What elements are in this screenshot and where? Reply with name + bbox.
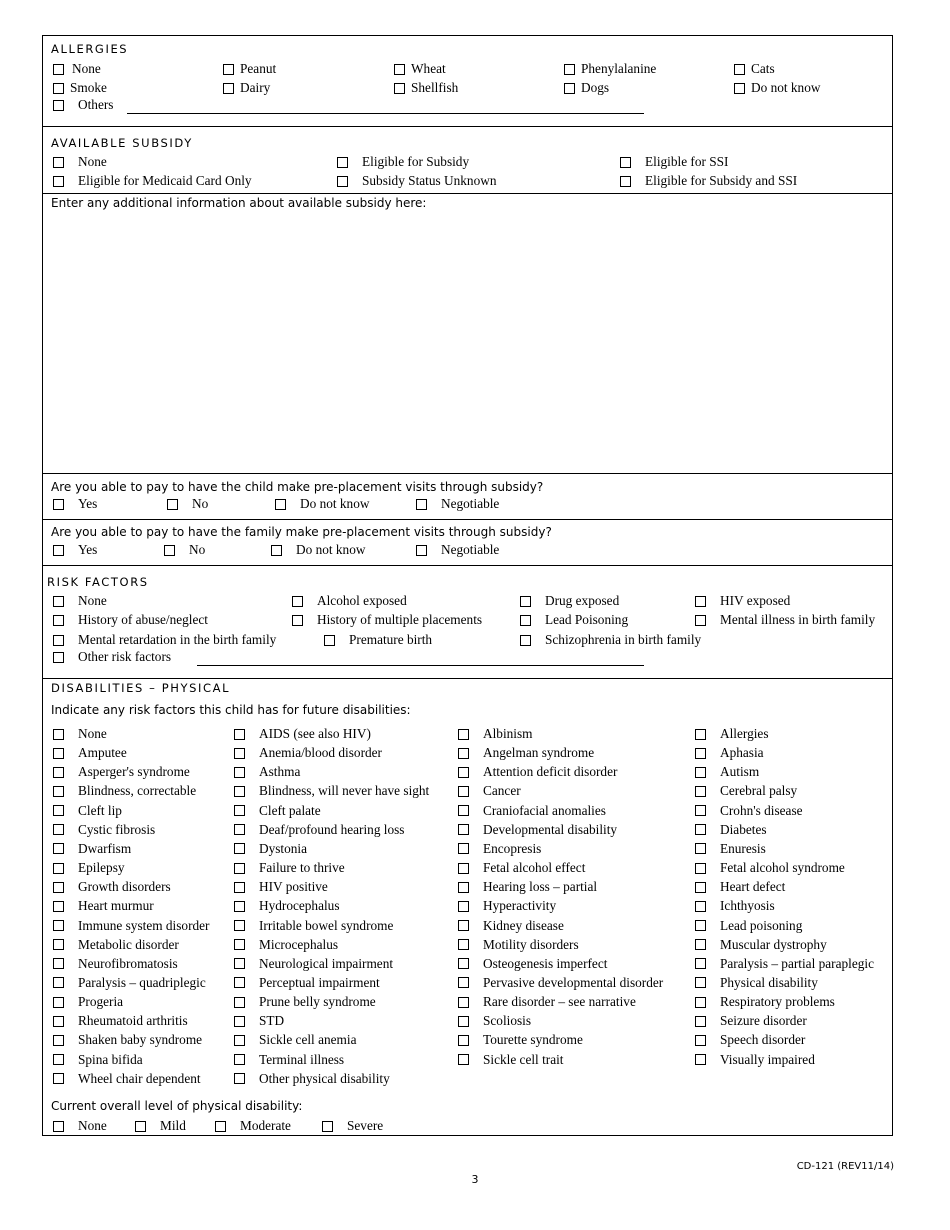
form-code: CD-121 (REV11/14) <box>796 1161 894 1172</box>
disability-label: Respiratory problems <box>720 994 835 1010</box>
disability-label: Perceptual impairment <box>259 974 380 990</box>
checkbox-box[interactable] <box>458 901 469 912</box>
disability-checkbox[interactable] <box>53 956 178 972</box>
disability-checkbox[interactable] <box>695 937 827 953</box>
disability-label: Seizure disorder <box>720 1013 807 1029</box>
checkbox-box[interactable] <box>695 997 706 1008</box>
disability-checkbox[interactable] <box>53 726 107 742</box>
disability-label: Cleft palate <box>259 802 321 818</box>
checkbox-box[interactable] <box>458 920 469 931</box>
subsidy-notes-label: Enter any additional information about available subsidy here: <box>51 196 427 210</box>
disability-label: Hearing loss – partial <box>483 879 598 895</box>
child-visits-no-checkbox[interactable]: No <box>167 496 208 512</box>
disability-checkbox[interactable] <box>234 1013 284 1029</box>
disability-label: Sickle cell trait <box>483 1051 564 1067</box>
allergy-wheat-checkbox[interactable]: Wheat <box>394 61 446 77</box>
risk-premature-checkbox[interactable]: Premature birth <box>324 632 432 648</box>
disability-checkbox[interactable] <box>458 841 541 857</box>
checkbox-box[interactable] <box>234 863 245 874</box>
risk-hiv-checkbox[interactable]: HIV exposed <box>695 593 790 609</box>
disability-checkbox[interactable] <box>53 898 154 914</box>
checkbox-box[interactable] <box>458 1035 469 1046</box>
disability-checkbox[interactable] <box>53 860 125 876</box>
disability-checkbox[interactable] <box>458 975 663 991</box>
disability-label: Anemia/blood disorder <box>259 745 382 761</box>
allergy-dairy-checkbox[interactable]: Dairy <box>223 80 270 96</box>
allergy-dogs-checkbox[interactable]: Dogs <box>564 80 609 96</box>
risk-mental-retardation-checkbox[interactable]: Mental retardation in the birth family <box>53 632 276 648</box>
checkbox-box[interactable] <box>458 748 469 759</box>
checkbox-box[interactable] <box>458 843 469 854</box>
checkbox-box[interactable] <box>234 805 245 816</box>
disability-label: Fetal alcohol syndrome <box>720 860 845 876</box>
disability-checkbox[interactable] <box>695 994 835 1010</box>
disability-label: Blindness, correctable <box>78 783 197 799</box>
disability-label: Asperger's syndrome <box>78 764 190 780</box>
disability-label: Rheumatoid arthritis <box>78 1013 188 1029</box>
disability-checkbox[interactable] <box>458 783 521 799</box>
disability-checkbox[interactable] <box>695 783 797 799</box>
checkbox-box[interactable] <box>695 958 706 969</box>
checkbox-box[interactable] <box>53 729 64 740</box>
disability-checkbox[interactable] <box>695 745 764 761</box>
checkbox-box[interactable] <box>695 843 706 854</box>
risk-abuse-checkbox[interactable]: History of abuse/neglect <box>53 612 208 628</box>
disability-checkbox[interactable] <box>234 745 382 761</box>
checkbox-box[interactable] <box>695 1054 706 1065</box>
disability-checkbox[interactable] <box>234 956 393 972</box>
child-visits-section <box>43 474 892 520</box>
disabilities-heading: DISABILITIES – PHYSICAL <box>51 681 231 695</box>
checkbox-box[interactable] <box>458 1016 469 1027</box>
disability-label: Neurofibromatosis <box>78 955 178 971</box>
family-visits-do-not-know-checkbox[interactable]: Do not know <box>271 542 365 558</box>
disability-checkbox[interactable] <box>53 1032 202 1048</box>
disability-checkbox[interactable] <box>53 1071 201 1087</box>
child-visits-do-not-know-checkbox[interactable]: Do not know <box>275 496 369 512</box>
checkbox-box[interactable] <box>458 977 469 988</box>
risk-other-line[interactable] <box>197 665 644 666</box>
disability-label: HIV positive <box>259 879 328 895</box>
disability-checkbox[interactable] <box>234 975 380 991</box>
checkbox-box[interactable] <box>234 901 245 912</box>
disability-checkbox[interactable] <box>53 841 131 857</box>
allergy-smoke-checkbox[interactable]: Smoke <box>53 80 107 96</box>
checkbox-box[interactable] <box>695 824 706 835</box>
subsidy-none-checkbox[interactable]: None <box>53 154 107 170</box>
risk-lead-checkbox[interactable]: Lead Poisoning <box>520 612 628 628</box>
disability-level-prompt: Current overall level of physical disability: <box>51 1099 303 1113</box>
checkbox-box[interactable] <box>234 939 245 950</box>
checkbox-box[interactable] <box>234 1016 245 1027</box>
checkbox-box[interactable] <box>695 977 706 988</box>
checkbox-box[interactable] <box>53 939 64 950</box>
checkbox-box[interactable] <box>458 824 469 835</box>
page-number: 3 <box>471 1173 479 1186</box>
disability-label: Encopresis <box>483 840 542 856</box>
checkbox-box[interactable] <box>695 863 706 874</box>
disability-checkbox[interactable] <box>234 879 328 895</box>
disability-label: Cancer <box>483 783 521 799</box>
disability-label: Physical disability <box>720 974 818 990</box>
disability-checkbox[interactable] <box>234 783 429 799</box>
disability-checkbox[interactable] <box>695 1052 815 1068</box>
allergy-cats-checkbox[interactable]: Cats <box>734 61 775 77</box>
disability-checkbox[interactable] <box>458 764 617 780</box>
family-visits-question: Are you able to pay to have the family make pre-placement visits through subsidy? <box>51 525 552 539</box>
checkbox-box[interactable] <box>458 939 469 950</box>
allergy-none-checkbox[interactable]: None <box>53 61 101 77</box>
risk-schizophrenia-checkbox[interactable]: Schizophrenia in birth family <box>520 632 701 648</box>
checkbox-box[interactable] <box>695 882 706 893</box>
checkbox-box[interactable] <box>234 729 245 740</box>
disability-label: Motility disorders <box>483 936 579 952</box>
disability-checkbox[interactable] <box>234 1032 356 1048</box>
risk-alcohol-checkbox[interactable]: Alcohol exposed <box>292 593 407 609</box>
checkbox-box[interactable] <box>458 786 469 797</box>
checkbox-box[interactable] <box>695 748 706 759</box>
checkbox-box[interactable] <box>53 786 64 797</box>
disability-checkbox[interactable] <box>53 994 123 1010</box>
allergy-peanut-checkbox[interactable]: Peanut <box>223 61 276 77</box>
disability-label: Crohn's disease <box>720 802 803 818</box>
disability-checkbox[interactable] <box>458 803 606 819</box>
disability-label: Rare disorder – see narrative <box>483 994 636 1010</box>
disability-checkbox[interactable] <box>695 898 775 914</box>
disability-label: Hyperactivity <box>483 898 557 914</box>
allergies-heading: ALLERGIES <box>51 42 129 56</box>
disability-label: Epilepsy <box>78 860 125 876</box>
checkbox-box[interactable] <box>695 939 706 950</box>
disability-checkbox[interactable] <box>458 956 607 972</box>
checkbox-box[interactable] <box>53 1016 64 1027</box>
disability-checkbox[interactable] <box>458 822 617 838</box>
disability-checkbox[interactable] <box>695 822 767 838</box>
disability-checkbox[interactable] <box>458 860 585 876</box>
disability-label: Microcephalus <box>259 936 339 952</box>
disability-checkbox[interactable] <box>695 803 803 819</box>
disability-checkbox[interactable] <box>458 994 636 1010</box>
disability-label: Aphasia <box>720 745 764 761</box>
form-page <box>42 35 893 1136</box>
subsidy-unknown-checkbox[interactable]: Subsidy Status Unknown <box>337 173 496 189</box>
allergy-do-not-know-checkbox[interactable]: Do not know <box>734 80 820 96</box>
disability-label: Kidney disease <box>483 917 564 933</box>
disability-checkbox[interactable] <box>695 879 785 895</box>
disability-label: Neurological impairment <box>259 955 394 971</box>
checkbox-box[interactable] <box>234 977 245 988</box>
checkbox-box[interactable] <box>695 767 706 778</box>
disability-checkbox[interactable] <box>234 1071 390 1087</box>
checkbox-box[interactable] <box>234 997 245 1008</box>
disability-label: Enuresis <box>720 840 766 856</box>
family-visits-negotiable-checkbox[interactable]: Negotiable <box>416 542 499 558</box>
disability-label: Diabetes <box>720 821 767 837</box>
disability-label: Cleft lip <box>78 802 122 818</box>
disability-label: Blindness, will never have sight <box>259 783 430 799</box>
disability-checkbox[interactable] <box>53 975 206 991</box>
disability-label: Paralysis – partial paraplegic <box>720 955 874 971</box>
disability-checkbox[interactable] <box>695 1032 805 1048</box>
disability-checkbox[interactable] <box>695 764 759 780</box>
disability-label: Heart defect <box>720 879 786 895</box>
checkbox-box[interactable] <box>234 786 245 797</box>
disability-label: Tourette syndrome <box>483 1032 583 1048</box>
disability-label: Developmental disability <box>483 821 618 837</box>
checkbox-box[interactable] <box>53 805 64 816</box>
child-visits-yes-checkbox[interactable]: Yes <box>53 496 97 512</box>
allergy-others-line[interactable] <box>127 113 644 114</box>
checkbox-box[interactable] <box>695 729 706 740</box>
family-visits-no-checkbox[interactable]: No <box>164 542 205 558</box>
disability-checkbox[interactable] <box>458 745 594 761</box>
checkbox-box[interactable] <box>695 1035 706 1046</box>
checkbox-box[interactable] <box>53 901 64 912</box>
disability-label: Failure to thrive <box>259 860 345 876</box>
checkbox-box[interactable] <box>53 1035 64 1046</box>
checkbox-box[interactable] <box>458 997 469 1008</box>
disability-checkbox[interactable] <box>458 726 533 742</box>
disability-label: Angelman syndrome <box>483 745 595 761</box>
checkbox-box[interactable] <box>53 920 64 931</box>
disability-label: Attention deficit disorder <box>483 764 618 780</box>
checkbox-box[interactable] <box>695 786 706 797</box>
checkbox-box[interactable] <box>53 748 64 759</box>
level-none-checkbox[interactable]: None <box>53 1118 107 1134</box>
checkbox-box[interactable] <box>458 729 469 740</box>
disability-label: Deaf/profound hearing loss <box>259 821 405 837</box>
disability-label: Albinism <box>483 726 533 741</box>
disability-label: Dystonia <box>259 840 308 856</box>
disability-checkbox[interactable] <box>53 1052 143 1068</box>
disability-checkbox[interactable] <box>53 1013 188 1029</box>
disability-checkbox[interactable] <box>458 879 597 895</box>
level-moderate-checkbox[interactable]: Moderate <box>215 1118 291 1134</box>
disability-label: Other physical disability <box>259 1070 390 1086</box>
risk-multiple-placements-checkbox[interactable]: History of multiple placements <box>292 612 482 628</box>
checkbox-box[interactable] <box>458 767 469 778</box>
disability-checkbox[interactable] <box>53 745 127 761</box>
allergies-section <box>43 36 892 127</box>
disability-label: Metabolic disorder <box>78 936 179 952</box>
disability-label: Speech disorder <box>720 1032 806 1048</box>
checkbox-box[interactable] <box>458 805 469 816</box>
disability-checkbox[interactable] <box>234 841 307 857</box>
disability-checkbox[interactable] <box>53 783 196 799</box>
disability-checkbox[interactable] <box>53 937 179 953</box>
checkbox-box[interactable] <box>234 748 245 759</box>
subsidy-ssi-checkbox[interactable]: Eligible for SSI <box>620 154 728 170</box>
checkbox-box[interactable] <box>458 958 469 969</box>
subsidy-section <box>43 127 892 474</box>
family-visits-section <box>43 520 892 566</box>
checkbox-box[interactable] <box>53 863 64 874</box>
checkbox-box[interactable] <box>53 843 64 854</box>
checkbox-box[interactable] <box>53 824 64 835</box>
disability-checkbox[interactable] <box>458 918 564 934</box>
subsidy-notes-field[interactable] <box>43 193 892 474</box>
disability-label: Visually impaired <box>720 1051 815 1067</box>
disability-checkbox[interactable] <box>695 726 769 742</box>
disability-label: Terminal illness <box>259 1051 345 1067</box>
disability-label: Pervasive developmental disorder <box>483 974 664 990</box>
checkbox-box[interactable] <box>53 882 64 893</box>
child-visits-question: Are you able to pay to have the child make pre-placement visits through subsidy? <box>51 480 544 494</box>
child-visits-negotiable-checkbox[interactable]: Negotiable <box>416 496 499 512</box>
checkbox-box[interactable] <box>458 863 469 874</box>
disability-checkbox[interactable] <box>458 898 556 914</box>
disability-label: Prune belly syndrome <box>259 994 376 1010</box>
checkbox-box[interactable] <box>695 805 706 816</box>
disabilities-section <box>43 679 892 1137</box>
disability-checkbox[interactable] <box>458 1032 583 1048</box>
disability-label: Craniofacial anomalies <box>483 802 606 818</box>
risk-section <box>43 566 892 679</box>
risk-none-checkbox[interactable]: None <box>53 593 107 609</box>
disability-checkbox[interactable] <box>695 975 818 991</box>
level-mild-checkbox[interactable]: Mild <box>135 1118 186 1134</box>
disability-label: Allergies <box>720 726 769 741</box>
checkbox-box[interactable] <box>53 767 64 778</box>
disability-label: Hydrocephalus <box>259 898 340 914</box>
disability-checkbox[interactable] <box>234 822 405 838</box>
disability-label: Shaken baby syndrome <box>78 1032 203 1048</box>
disability-checkbox[interactable] <box>234 898 340 914</box>
disability-label: Cerebral palsy <box>720 783 798 799</box>
disability-checkbox[interactable] <box>695 841 766 857</box>
checkbox-box[interactable] <box>53 1073 64 1084</box>
subsidy-and-ssi-checkbox[interactable]: Eligible for Subsidy and SSI <box>620 173 797 189</box>
disability-label: Heart murmur <box>78 898 154 914</box>
disability-checkbox[interactable] <box>695 1013 807 1029</box>
disability-label: Progeria <box>78 994 124 1010</box>
checkbox-box[interactable] <box>234 882 245 893</box>
disability-checkbox[interactable] <box>234 764 300 780</box>
risk-other-checkbox[interactable]: Other risk factors <box>53 649 171 665</box>
subsidy-medicaid-checkbox[interactable]: Eligible for Medicaid Card Only <box>53 173 252 189</box>
disability-checkbox[interactable] <box>234 918 393 934</box>
disabilities-prompt: Indicate any risk factors this child has for future disabilities: <box>51 703 411 717</box>
disability-label: Muscular dystrophy <box>720 936 827 952</box>
risk-mental-illness-checkbox[interactable]: Mental illness in birth family <box>695 612 875 628</box>
disability-checkbox[interactable] <box>53 822 155 838</box>
disability-checkbox[interactable] <box>234 860 345 876</box>
checkbox-box[interactable] <box>458 882 469 893</box>
disability-checkbox[interactable] <box>234 1052 344 1068</box>
disability-checkbox[interactable] <box>53 764 190 780</box>
disability-checkbox[interactable] <box>458 1013 531 1029</box>
disability-label: Asthma <box>259 764 301 780</box>
disability-checkbox[interactable] <box>458 1052 564 1068</box>
checkbox-box[interactable] <box>695 920 706 931</box>
checkbox-box[interactable] <box>234 824 245 835</box>
disability-label: Spina bifida <box>78 1051 143 1067</box>
allergy-others-checkbox[interactable]: Others <box>53 97 113 113</box>
disability-label: Osteogenesis imperfect <box>483 955 608 971</box>
disability-checkbox[interactable] <box>53 803 122 819</box>
checkbox-box[interactable] <box>234 1054 245 1065</box>
disability-checkbox[interactable] <box>695 860 845 876</box>
checkbox-box[interactable] <box>53 958 64 969</box>
disability-label: Ichthyosis <box>720 898 775 914</box>
disability-label: Wheel chair dependent <box>78 1070 201 1086</box>
disability-label: Sickle cell anemia <box>259 1032 357 1048</box>
disability-label: Dwarfism <box>78 840 132 856</box>
risk-drug-checkbox[interactable]: Drug exposed <box>520 593 619 609</box>
allergy-phenylalanine-checkbox[interactable]: Phenylalanine <box>564 61 656 77</box>
subsidy-heading: AVAILABLE SUBSIDY <box>51 136 193 150</box>
disability-checkbox[interactable] <box>458 937 579 953</box>
checkbox-box[interactable] <box>234 1035 245 1046</box>
checkbox-box[interactable] <box>234 1073 245 1084</box>
disability-label: Irritable bowel syndrome <box>259 917 394 933</box>
checkbox-box[interactable] <box>53 977 64 988</box>
disability-label: Immune system disorder <box>78 917 210 933</box>
disability-checkbox[interactable] <box>53 879 171 895</box>
disability-checkbox[interactable] <box>695 918 802 934</box>
disability-label: Fetal alcohol effect <box>483 860 586 876</box>
disability-label: Autism <box>720 764 760 780</box>
checkbox-box[interactable] <box>695 901 706 912</box>
checkbox-box[interactable] <box>234 767 245 778</box>
disability-checkbox[interactable] <box>234 803 321 819</box>
disability-label: Growth disorders <box>78 879 171 895</box>
disability-checkbox[interactable] <box>234 726 371 742</box>
risk-heading: RISK FACTORS <box>47 575 149 589</box>
checkbox-box[interactable] <box>53 997 64 1008</box>
disability-label: Lead poisoning <box>720 917 803 933</box>
disability-label: Paralysis – quadriplegic <box>78 974 206 990</box>
disability-checkbox[interactable] <box>695 956 874 972</box>
checkbox-box[interactable] <box>695 1016 706 1027</box>
disability-label: STD <box>259 1013 285 1029</box>
level-severe-checkbox[interactable]: Severe <box>322 1118 383 1134</box>
disability-checkbox[interactable] <box>234 937 338 953</box>
disability-label: AIDS (see also HIV) <box>259 726 371 741</box>
allergy-shellfish-checkbox[interactable]: Shellfish <box>394 80 458 96</box>
checkbox-box[interactable] <box>458 1054 469 1065</box>
disability-label: Amputee <box>78 745 127 761</box>
checkbox-box[interactable] <box>234 843 245 854</box>
family-visits-yes-checkbox[interactable]: Yes <box>53 542 97 558</box>
subsidy-eligible-checkbox[interactable]: Eligible for Subsidy <box>337 154 469 170</box>
disability-label: None <box>78 726 107 741</box>
disability-checkbox[interactable] <box>53 918 209 934</box>
disability-label: Scoliosis <box>483 1013 532 1029</box>
disability-label: Cystic fibrosis <box>78 821 156 837</box>
checkbox-box[interactable] <box>53 1054 64 1065</box>
disability-checkbox[interactable] <box>234 994 376 1010</box>
checkbox-box[interactable] <box>234 920 245 931</box>
checkbox-box[interactable] <box>234 958 245 969</box>
